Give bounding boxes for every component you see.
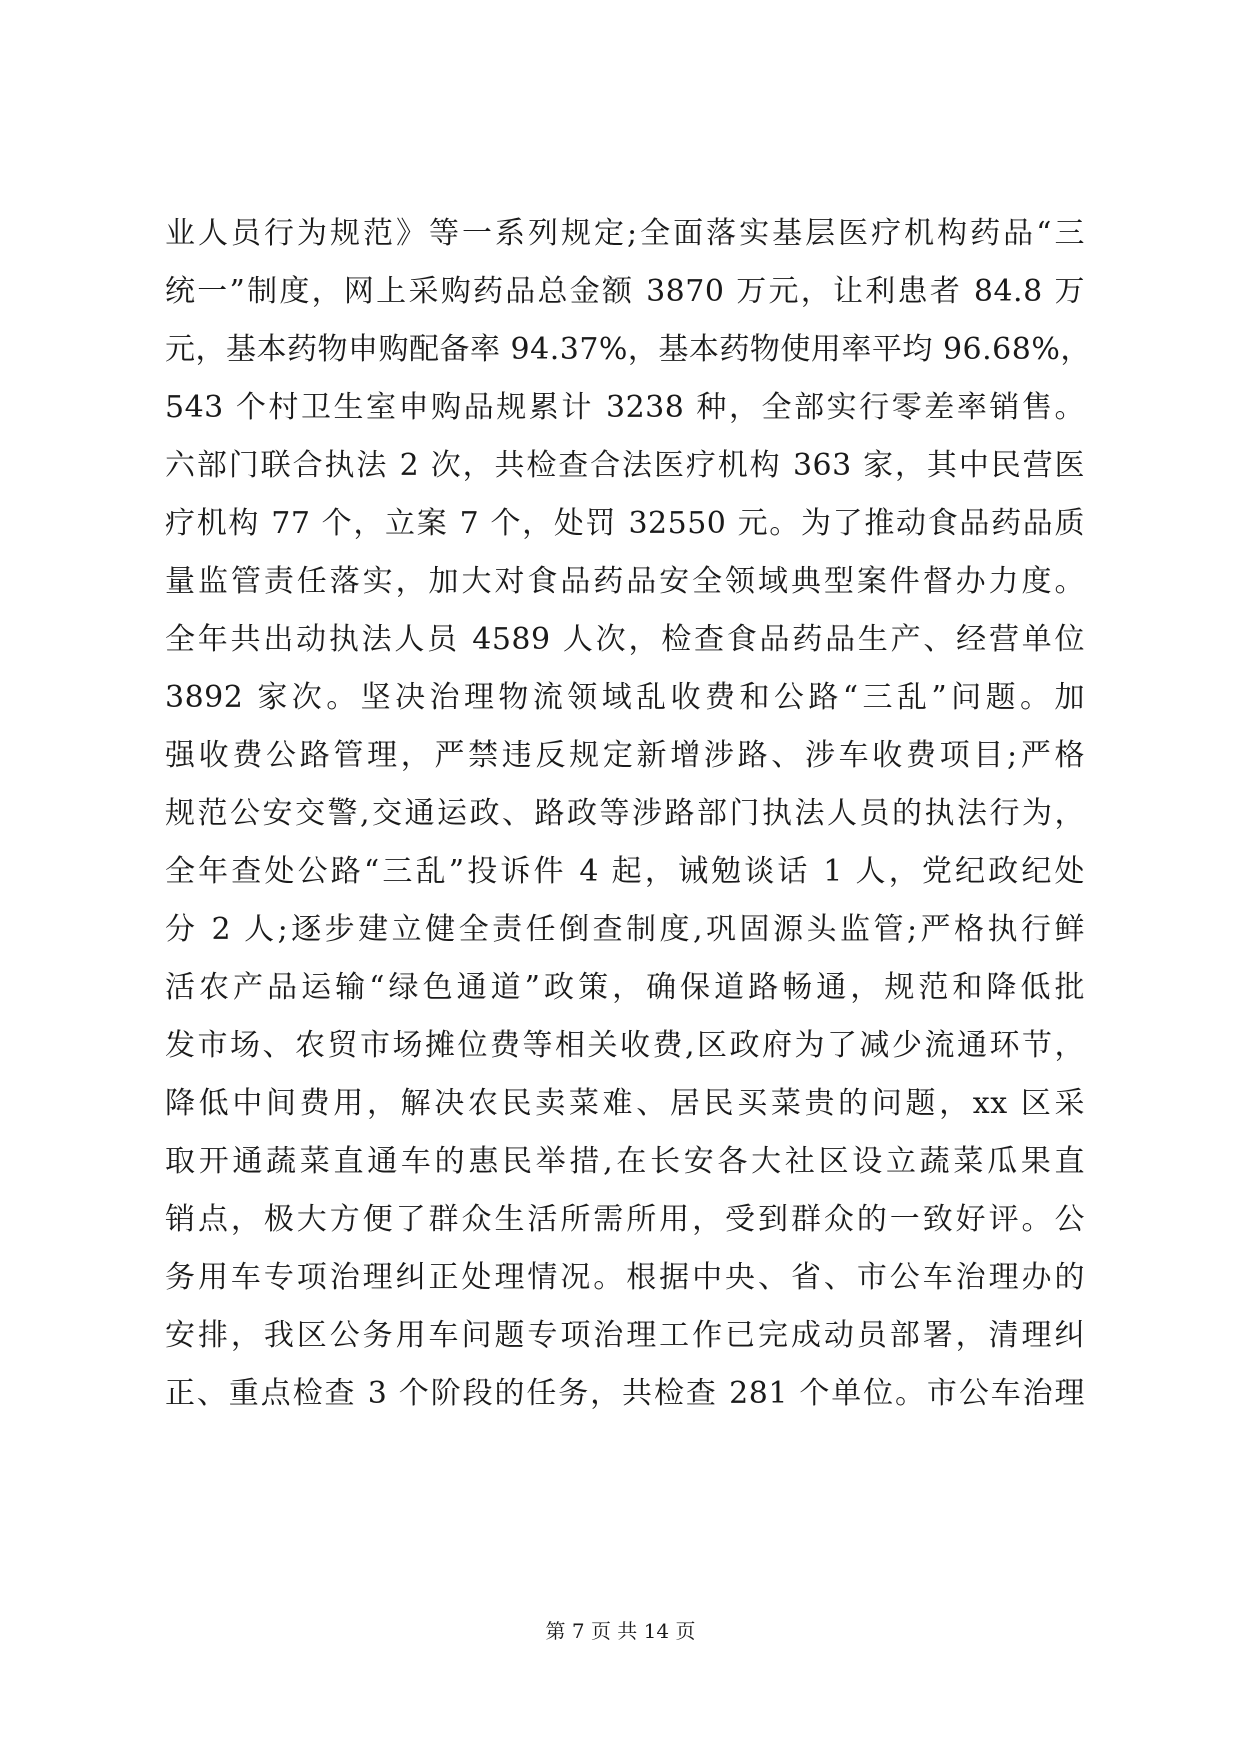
text-line: 安排，我区公务用车问题专项治理工作已完成动员部署，清理纠 bbox=[165, 1318, 1085, 1353]
text-line: 活农产品运输“绿色通道”政策，确保道路畅通，规范和降低批 bbox=[165, 970, 1085, 1005]
text-line: 量监管责任落实，加大对食品药品安全领域典型案件督办力度。 bbox=[165, 564, 1085, 599]
text-line: 务用车专项治理纠正处理情况。根据中央、省、市公车治理办的 bbox=[165, 1260, 1085, 1295]
text-line: 业人员行为规范》等一系列规定;全面落实基层医疗机构药品“三 bbox=[165, 216, 1085, 251]
text-line: 分 2 人;逐步建立健全责任倒查制度,巩固源头监管;严格执行鲜 bbox=[165, 912, 1085, 947]
text-line: 降低中间费用，解决农民卖菜难、居民买菜贵的问题，xx 区采 bbox=[165, 1086, 1085, 1121]
text-line: 强收费公路管理，严禁违反规定新增涉路、涉车收费项目;严格 bbox=[165, 738, 1085, 773]
text-line: 销点，极大方便了群众生活所需所用，受到群众的一致好评。公 bbox=[165, 1202, 1085, 1237]
text-line: 规范公安交警,交通运政、路政等涉路部门执法人员的执法行为， bbox=[165, 796, 1085, 831]
text-line: 疗机构 77 个，立案 7 个，处罚 32550 元。为了推动食品药品质 bbox=[165, 506, 1085, 541]
body-text bbox=[165, 205, 1091, 1423]
text-line: 元，基本药物申购配备率 94.37%，基本药物使用率平均 96.68%， bbox=[165, 332, 1091, 367]
text-line: 3892 家次。坚决治理物流领域乱收费和公路“三乱”问题。加 bbox=[165, 680, 1085, 715]
text-line: 全年查处公路“三乱”投诉件 4 起，诫勉谈话 1 人，党纪政纪处 bbox=[165, 854, 1085, 889]
text-line: 全年共出动执法人员 4589 人次，检查食品药品生产、经营单位 bbox=[165, 622, 1085, 657]
page-footer: 第 7 页 共 14 页 bbox=[545, 1619, 696, 1643]
text-line: 统一”制度，网上采购药品总金额 3870 万元，让利患者 84.8 万 bbox=[165, 274, 1085, 309]
text-line: 六部门联合执法 2 次，共检查合法医疗机构 363 家，其中民营医 bbox=[165, 448, 1085, 483]
text-line: 取开通蔬菜直通车的惠民举措,在长安各大社区设立蔬菜瓜果直 bbox=[165, 1144, 1085, 1179]
text-line: 正、重点检查 3 个阶段的任务，共检查 281 个单位。市公车治理 bbox=[165, 1376, 1085, 1411]
text-line: 543 个村卫生室申购品规累计 3238 种，全部实行零差率销售。 bbox=[165, 390, 1085, 425]
text-line: 发市场、农贸市场摊位费等相关收费,区政府为了减少流通环节， bbox=[165, 1028, 1085, 1063]
